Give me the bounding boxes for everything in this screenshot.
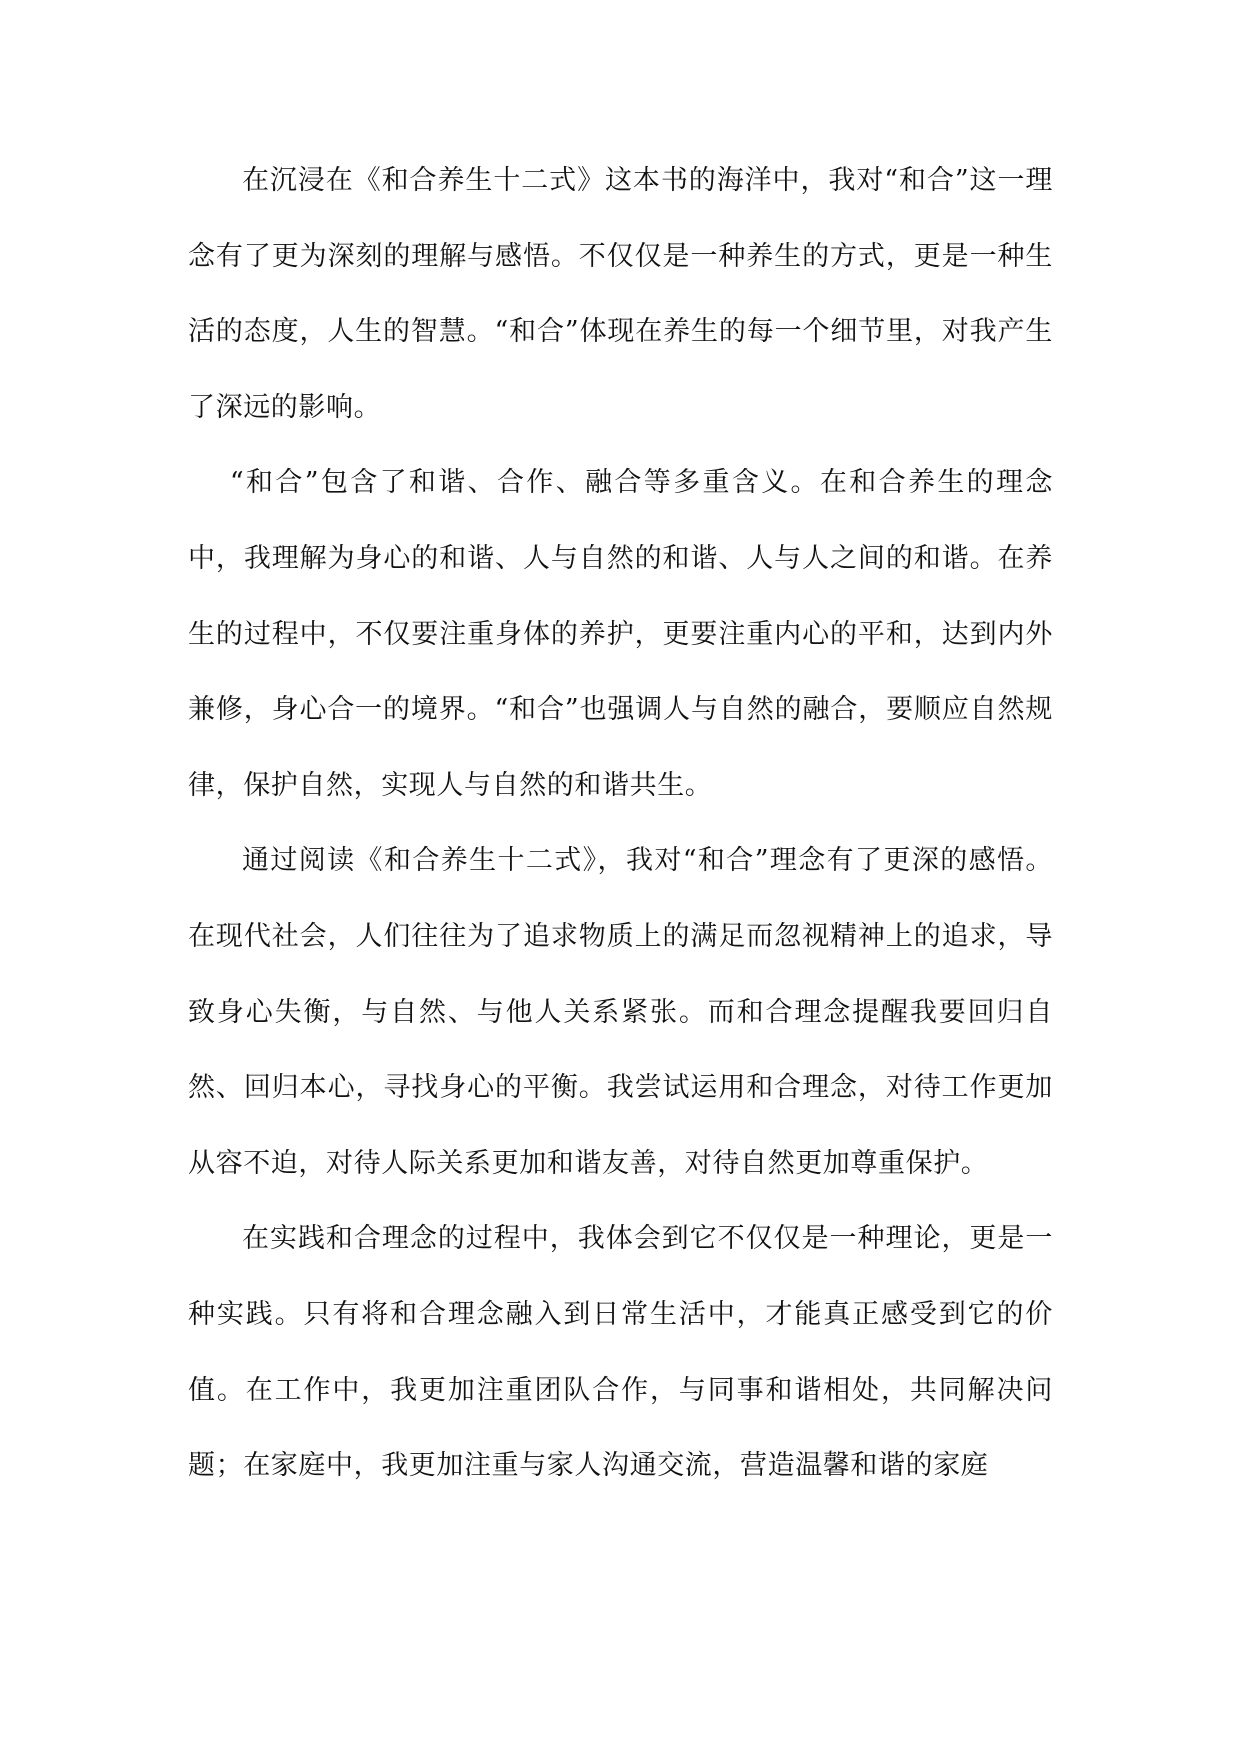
paragraph-3: 通过阅读《和合养生十二式》，我对“和合”理念有了更深的感悟。在现代社会，人们往往为了追求物质上的满足而忽视精神上的追求，导致身心失衡，与自然、与他人关系紧张。而和合理念提醒我要回归自然、回归本心，寻找身心的平衡。我尝试运用和合理念，对待工作更加从容不迫，对待人际关系更加和谐友善，对待自然更加尊重保护。 xyxy=(188,845,1053,1179)
paragraph-4: 在实践和合理念的过程中，我体会到它不仅仅是一种理论，更是一种实践。只有将和合理念融入到日常生活中，才能真正感受到它的价值。在工作中，我更加注重团队合作，与同事和谐相处，共同解决问题；在家庭中，我更加注重与家人沟通交流，营造温馨和谐的家庭 xyxy=(188,1223,1053,1482)
document-body xyxy=(188,143,1053,1504)
paragraph-2: “和合”包含了和谐、合作、融合等多重含义。在和合养生的理念中，我理解为身心的和谐、人与自然的和谐、人与人之间的和谐。在养生的过程中，不仅要注重身体的养护，更要注重内心的平和，达到内外兼修，身心合一的境界。“和合”也强调人与自然的融合，要顺应自然规律，保护自然，实现人与自然的和谐共生。 xyxy=(188,467,1053,801)
paragraph-1: 在沉浸在《和合养生十二式》这本书的海洋中，我对“和合”这一理念有了更为深刻的理解与感悟。不仅仅是一种养生的方式，更是一种生活的态度，人生的智慧。“和合”体现在养生的每一个细节里，对我产生了深远的影响。 xyxy=(188,165,1053,423)
